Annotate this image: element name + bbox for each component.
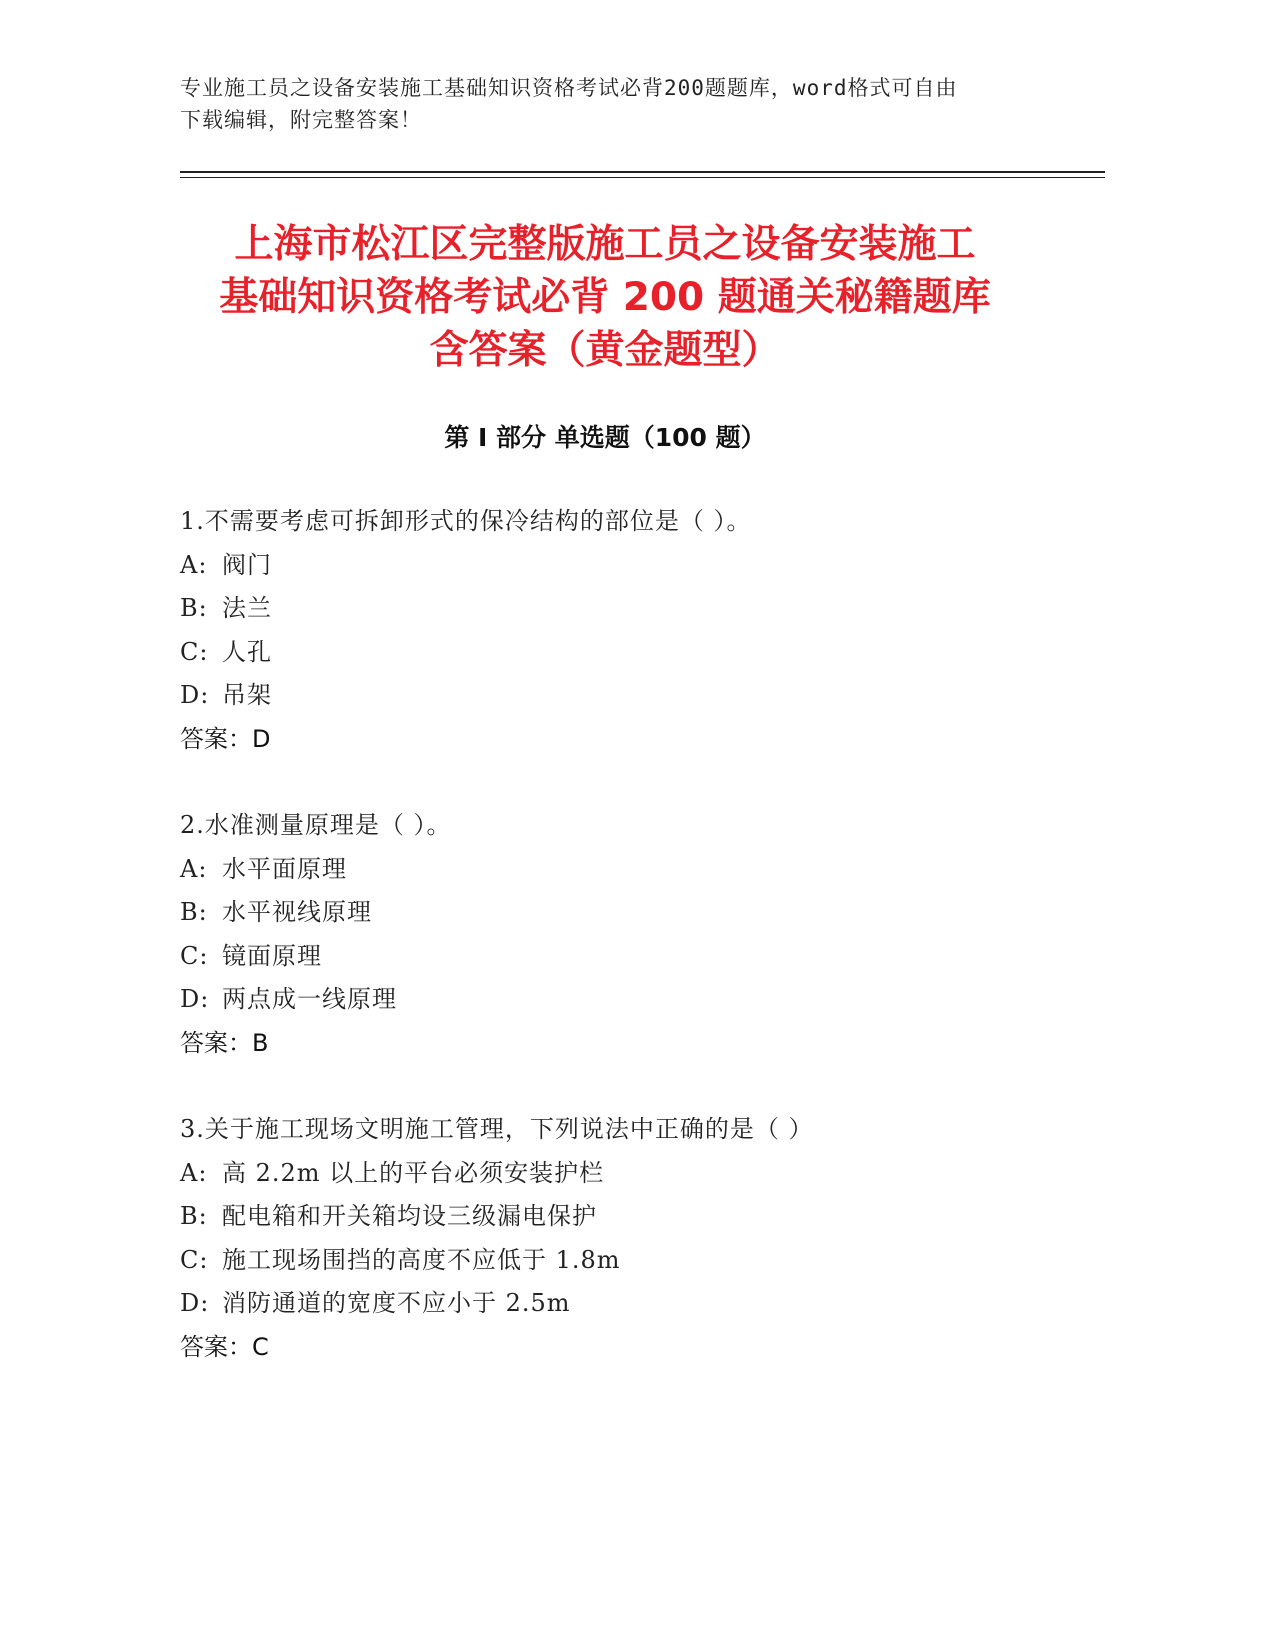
document-header-note [180,72,1080,136]
question-text: 2.水准测量原理是（ ）。 [180,811,452,839]
option-letter: C: [180,941,209,970]
header-divider-thin [180,177,1105,178]
option-letter: C: [180,637,209,666]
question-text: 1.不需要考虑可拆卸形式的保冷结构的部位是（ ）。 [180,507,752,535]
option-letter: A: [180,1158,208,1187]
option-text: 人孔 [222,637,272,666]
option-text: 施工现场围挡的高度不应低于 1.8m [222,1245,621,1274]
option-d [180,1282,1110,1326]
option-letter: A: [180,854,208,883]
option-c [180,935,1110,979]
option-c [180,1239,1110,1283]
title-line-2: 基础知识资格考试必背 200 题通关秘籍题库 [219,275,991,320]
option-letter: B: [180,1202,208,1230]
option-b [180,587,1110,631]
header-line-2: 下载编辑，附完整答案！ [180,108,422,132]
option-a [180,544,1110,588]
option-a [180,1152,1110,1196]
option-letter: D: [180,1289,210,1317]
option-d [180,978,1110,1022]
option-text: 配电箱和开关箱均设三级漏电保护 [222,1202,597,1230]
question-text: 3.关于施工现场文明施工管理，下列说法中正确的是（ ） [180,1115,814,1143]
question-list [180,500,1110,1412]
option-text: 消防通道的宽度不应小于 2.5m [222,1289,571,1317]
title-line-1: 上海市松江区完整版施工员之设备安装施工 [234,222,976,267]
option-letter: B: [180,594,208,622]
answer: 答案：D [180,724,271,753]
option-b [180,891,1110,935]
question-3 [180,1108,1110,1369]
option-text: 阀门 [222,550,272,579]
option-c [180,631,1110,675]
option-b [180,1195,1110,1239]
option-letter: B: [180,898,208,926]
question-2 [180,804,1110,1065]
answer: 答案：B [180,1028,269,1057]
header-divider-thick [180,171,1105,173]
option-text: 水平视线原理 [222,898,372,926]
option-letter: D: [180,681,210,709]
option-text: 水平面原理 [222,854,347,883]
option-text: 两点成一线原理 [222,985,397,1013]
option-d [180,674,1110,718]
option-text: 镜面原理 [222,941,322,970]
option-text: 高 2.2m 以上的平台必须安装护栏 [222,1158,605,1187]
document-title [160,218,1050,377]
option-letter: A: [180,550,208,579]
option-a [180,848,1110,892]
option-text: 法兰 [222,594,272,622]
option-letter: C: [180,1245,209,1274]
option-letter: D: [180,985,210,1013]
header-line-1: 专业施工员之设备安装施工基础知识资格考试必背200题题库，word格式可自由 [180,76,958,100]
title-line-3: 含答案（黄金题型） [429,328,781,373]
option-text: 吊架 [222,681,272,709]
section-title: 第 I 部分 单选题（100 题） [444,423,766,452]
question-1 [180,500,1110,761]
answer: 答案：C [180,1332,269,1361]
